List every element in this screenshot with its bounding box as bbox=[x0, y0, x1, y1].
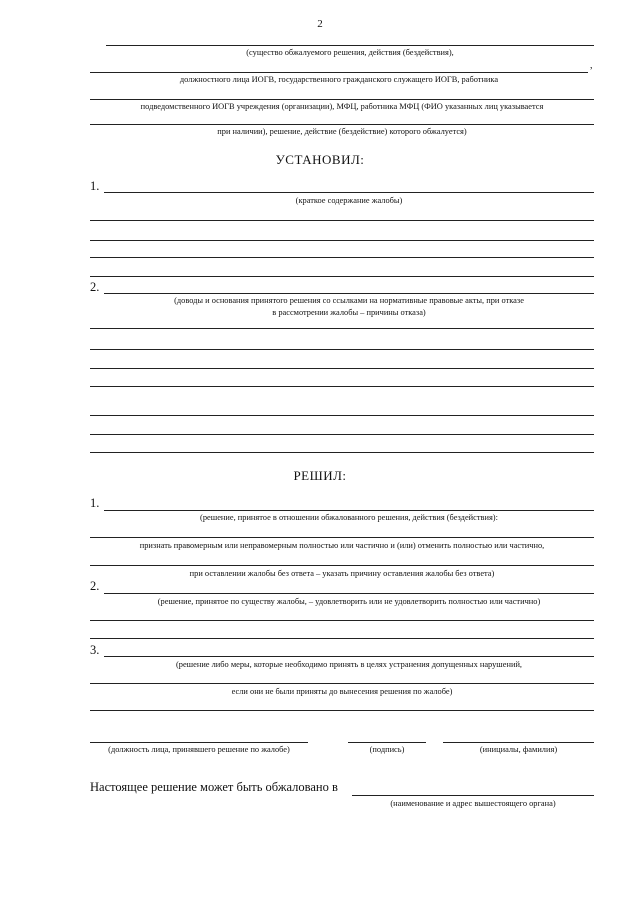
fill-line bbox=[104, 293, 594, 294]
fill-line bbox=[90, 240, 594, 241]
decided-item1-caption: при оставлении жалобы без ответа – указать причину оставления жалобы без ответа) bbox=[189, 569, 495, 578]
decided-item2-caption: (решение, принятое по существу жалобы, – удовлетворить или не удовлетворить полностью или частично) bbox=[157, 597, 541, 606]
fill-line bbox=[90, 220, 594, 221]
fill-line bbox=[90, 368, 594, 369]
fill-line bbox=[90, 710, 594, 711]
appeal-text: Настоящее решение может быть обжаловано в bbox=[90, 780, 338, 794]
fill-line bbox=[90, 124, 594, 125]
fill-line bbox=[90, 99, 594, 100]
item-number: 3. bbox=[90, 643, 100, 657]
intro-caption: при наличии), решение, действие (бездействие) которого обжалуется) bbox=[217, 127, 467, 136]
established-item2-caption: (доводы и основания принятого решения со ссылками на нормативные правовые акты, при отказе bbox=[174, 296, 524, 305]
fill-line bbox=[90, 452, 594, 453]
fill-line bbox=[90, 565, 594, 566]
fill-line bbox=[352, 795, 594, 796]
item-number: 2. bbox=[90, 280, 100, 294]
intro-caption: (существо обжалуемого решения, действия (бездействия), bbox=[246, 48, 454, 57]
established-item2-caption: в рассмотрении жалобы – причины отказа) bbox=[272, 308, 426, 317]
decided-item1-caption: признать правомерным или неправомерным полностью или частично и (или) отменить полностью или частично, bbox=[139, 541, 545, 550]
comma-mark: , bbox=[590, 60, 593, 71]
fill-line bbox=[90, 638, 594, 639]
item-number: 2. bbox=[90, 579, 100, 593]
fill-line bbox=[104, 656, 594, 657]
signature-line bbox=[348, 742, 426, 743]
fill-line bbox=[106, 45, 594, 46]
fill-line bbox=[104, 510, 594, 511]
intro-caption: должностного лица ИОГВ, государственного гражданского служащего ИОГВ, работника bbox=[179, 75, 499, 84]
fill-line bbox=[90, 537, 594, 538]
decided-item1-caption: (решение, принятое в отношении обжалованного решения, действия (бездействия): bbox=[200, 513, 498, 522]
position-caption: (должность лица, принявшего решение по жалобе) bbox=[108, 745, 290, 754]
fill-line bbox=[90, 620, 594, 621]
fill-line bbox=[90, 257, 594, 258]
established-item1-caption: (краткое содержание жалобы) bbox=[295, 196, 403, 205]
item-number: 1. bbox=[90, 179, 100, 193]
fill-line bbox=[90, 328, 594, 329]
fill-line bbox=[90, 415, 594, 416]
appeal-caption: (наименование и адрес вышестоящего органа) bbox=[390, 799, 556, 808]
fill-line bbox=[104, 192, 594, 193]
fill-line bbox=[90, 434, 594, 435]
fill-line bbox=[90, 386, 594, 387]
fill-line bbox=[104, 593, 594, 594]
fill-line bbox=[90, 349, 594, 350]
decided-item3-caption: (решение либо меры, которые необходимо принять в целях устранения допущенных нарушений, bbox=[175, 660, 523, 669]
page-number: 2 bbox=[317, 18, 323, 30]
signature-caption: (подпись) bbox=[369, 745, 405, 754]
fill-line bbox=[90, 276, 594, 277]
signature-line bbox=[90, 742, 308, 743]
signature-line bbox=[443, 742, 594, 743]
fill-line bbox=[90, 72, 588, 73]
decided-heading: РЕШИЛ: bbox=[293, 468, 347, 483]
fill-line bbox=[90, 683, 594, 684]
established-heading: УСТАНОВИЛ: bbox=[275, 152, 365, 167]
decided-item3-caption: если они не были приняты до вынесения решения по жалобе) bbox=[231, 687, 453, 696]
item-number: 1. bbox=[90, 496, 100, 510]
name-caption: (инициалы, фамилия) bbox=[479, 745, 558, 754]
intro-caption: подведомственного ИОГВ учреждения (организации), МФЦ, работника МФЦ (ФИО указанных лиц указывается bbox=[140, 102, 544, 111]
